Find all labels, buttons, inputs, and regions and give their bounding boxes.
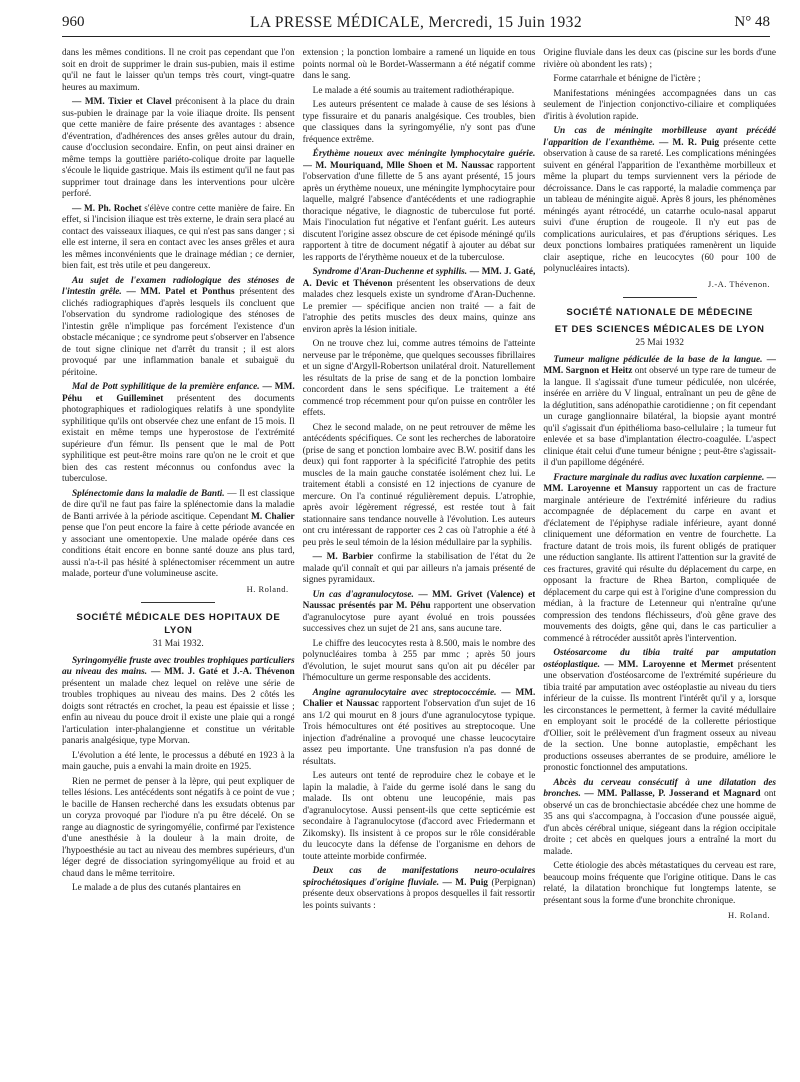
page-header <box>62 14 770 37</box>
paragraph <box>62 204 295 273</box>
author-names: — MM. Pallasse, P. Josserand et Magnard <box>580 789 761 799</box>
paragraph: Cette étiologie des abcès métastatiques du cerveau est rare, beaucoup moins fréquente que l'origine otitique. Dans le cas relaté, la dilatation bronchique fut longtemps latente, se présentant sous la forme d'une bronchite chronique. <box>543 861 777 906</box>
signature: H. Roland. <box>727 910 771 920</box>
paragraph-text: présentent une observation d'ostéosarcome de l'extrémité supérieure du tibia traité par amputation avec ostéoplastie au niveau du tiers inférieur de la cuisse. Ils montrent l'intérêt qu'il y a, lorsque les circonstances le permettent, à fermer la cavité médullaire en employant soit le procédé de la collerette périostique d'Ollier, soit le prélèvement d'un fragment osseux au niveau de la section. Une bonne autoplastie, empêchant les productions osseuses aberrantes de se produire, améliore le pronostic fonctionnel des amputations. <box>543 659 777 773</box>
paragraph-text: préconisent à la place du drain sus-pubien le drainage par la voie iliaque droite. Ils pensent que cette manière de faire présente des avantages : absence d'éventration, d'adhérences des anses grêles autour du drain, cause d'occlusion secondaire. Enfin, on peut ainsi drainer en même temps la gouttière pariéto-colique droite par laquelle s'écoule le liquide gastrique. Mais ils estiment qu'il ne faut pas supprimer tout drainage dans les interventions pour ulcère perforé. <box>62 97 295 199</box>
paragraph: dans les mêmes conditions. Il ne croit pas cependant que l'on soit en droit de supprimer le drain sus-pubien, mais il estime qu'il ne faut le laisser qu'un temps très court, vingt-quatre heures au maximum. <box>62 48 295 93</box>
report-paragraph <box>543 355 776 470</box>
paragraph: Le malade a de plus des cutanés plantaires en <box>72 883 241 893</box>
report-title: Un cas de méningite morbilleuse ayant précédé l'apparition de l'exanthème. <box>543 126 777 148</box>
paragraph-text: pense que l'on peut encore la faire à cette période avancée en y associant une omentopexie. Une malade opérée dans ces conditions était encore en bonne santé douze ans plus tard, aussi n'a-t-il pas hésité à splénectomiser récemment un autre malade, porteur d'une volumineuse ascite. <box>62 523 295 579</box>
report-paragraph <box>303 866 536 912</box>
paragraph-text: rapportent l'observation d'un sujet de 16 ans 1/2 qui mourut en 8 jours d'une agranulocytose typique. Trois hémocultures ont été positives au streptocoque. Une injection d'adrénaline a provoqué une chasse leucocytaire assez peu importante. Une transfusion n'a pas donné de résultats. <box>302 699 536 767</box>
paragraph-text: (Perpignan) présente deux observations à propos desquelles il fait ressortir les points suivants : <box>302 877 536 911</box>
report-paragraph <box>62 276 295 380</box>
report-title: Syndrome d'Aran-Duchenne et syphilis. <box>312 267 468 277</box>
section-heading: ET DES SCIENCES MÉDICALES DE LYON <box>554 324 765 335</box>
author-names: — MM. J. Gaté et J.-A. Thévenon <box>147 667 295 677</box>
column-2 <box>303 48 536 1068</box>
report-title: Un cas d'agranulocytose. <box>312 589 414 600</box>
report-paragraph <box>62 656 295 748</box>
report-paragraph <box>543 648 776 775</box>
report-paragraph <box>543 778 776 859</box>
report-title: Au sujet de l'examen radiologique des sténoses de l'intestin grêle. <box>62 275 295 297</box>
report-title: Abcès du cerveau consécutif à une dilatation des bronches. <box>543 777 777 799</box>
column-3 <box>543 48 776 1068</box>
report-paragraph <box>62 382 295 486</box>
paragraph: Les auteurs ont tenté de reproduire chez le cobaye et le lapin la maladie, à l'aide du germe isolé dans le sang du malade. Ils ont obtenu une leucopénie, mais pas d'agranulocytose. Aussi pensent-ils que cette septicémie est secondaire à l'agranulocytose (d'accord avec Friedermann et Zikomsky). Ils insistent à ce propos sur le rôle considérable du leucocyte dans la défense de l'organisme en dehors de toute atteinte morbide confirmée. <box>302 771 536 862</box>
paragraph: On ne trouve chez lui, comme autres témoins de l'atteinte nerveuse par le tréponème, que quelques secousses fibrillaires et un signe d'Argyll-Robertson unilatéral droit. Naturellement les résultats de la prise de sang et de la ponction lombaire concordent dans le sens spécifique. Le traitement a été commencé trop récemment pour qu'on puisse en contrôler les effets. <box>302 339 536 418</box>
report-paragraph <box>303 149 536 264</box>
issue-number: N° 48 <box>734 14 770 30</box>
paragraph-text: s'élève contre cette manière de faire. En effet, si l'incision iliaque est très externe, le drain sera placé au contact des vaisseaux iliaques, ce qui n'est pas sans danger ; si elle est interne, il sera en contact avec les anses grêles et aura les mêmes inconvénients que le drainage médian ; ce dernier, bien fait, est très utile et peu dangereux. <box>62 203 295 271</box>
section-heading: SOCIÉTÉ MÉDICALE DES HOPITAUX DE LYON <box>76 612 281 636</box>
paragraph-text: ont observé un type rare de tumeur de la langue. Il s'agissait d'une tumeur pédiculée, non ulcérée, insérée en arrière du V lingual, entraînant un peu de gêne de la déglutition, sans adénopathie carotidienne ; on fit cependant un curage ganglionnaire bilatéral, la biopsie ayant montré qu'il s'agissait d'un épithélioma baso-cellulaire ; la tumeur fut enlevée et sa base d'implantation électro-coagulée. L'aspect clinique était celui d'une tumeur bénigne ; peut-être s'agissait-il d'un papillome dégénéré. <box>543 366 777 468</box>
column-1 <box>62 48 295 1068</box>
paragraph: Forme catarrhale et bénigne de l'ictère ; <box>553 74 701 84</box>
paragraph: Les auteurs présentent ce malade à cause de ses lésions à type fissuraire et du panaris analgésique. Ces troubles, bien que classiques dans la syringomyélie, n'y sont pas d'une fréquence extrême. <box>302 100 536 145</box>
section-heading: SOCIÉTÉ NATIONALE DE MÉDECINE <box>566 307 754 318</box>
report-title: Ostéosarcome du tibia traité par amputation ostéoplastique. <box>543 648 777 670</box>
report-paragraph <box>543 473 776 646</box>
paragraph-text: rapportent l'observation d'une fillette de 5 ans ayant présenté, 15 jours après un érythème noueux, une méningite lymphocytaire pour laquelle, malgré l'absence d'antécédents et une radiographie thoracique négative, le diagnostic de tuberculose fut porté. Mais l'inoculation fut négative et l'enfant guérit. Les auteurs discutent l'origine assez obscure de cet épisode méningé qu'ils rapportent à titre de document négatif à ajouter au débat sur les rapports de l'érythème noueux et de la tuberculose. <box>302 160 536 263</box>
section-date: 25 Mai 1932 <box>635 338 684 348</box>
author-names: — MM. Chalier et Naussac <box>302 687 536 709</box>
paragraph-text: présente cette observation à cause de sa rareté. Les complications méningées suivent en général l'apparition de l'exanthème morbilleux et même la plupart du temps surviennent vers la période de décroissance. Dans le cas rapporté, la maladie commença par un tableau de méningite aiguë. Après 8 jours, les phénomènes méningés ayant rétrocédé, un catarrhe oculo-nasal apparut suivi d'une éruption de rougeole. Il n'y eut pas de complications auriculaires, et pas d'éruptions sériques. Les deux ponctions lombaires pratiquées ramenèrent un liquide clair aseptique, riche en leucocytes (60 pour 100 de polynucléaires intacts). <box>543 137 777 274</box>
paragraph-text: confirme la stabilisation de l'état du 2e malade qu'il connaît et qui par ailleurs n'a jamais présenté de signes pyramidaux. <box>302 552 536 585</box>
author-names: M. Chalier <box>251 511 295 522</box>
report-paragraph <box>303 688 536 769</box>
report-title: Mal de Pott syphilitique de la première enfance. <box>72 382 260 392</box>
paragraph: Origine fluviale dans les deux cas (piscine sur les bords d'une rivière où abondent les rats) ; <box>543 48 777 70</box>
report-title: Splénectomie dans la maladie de Banti. <box>72 488 225 499</box>
paragraph <box>303 552 536 587</box>
paragraph: extension ; la ponction lombaire a ramené un liquide en tous points normal où le Bordet-Wassermann a été négatif comme dans le sang. <box>302 48 536 81</box>
section-date: 31 Mai 1932. <box>152 639 204 649</box>
report-title: Angine agranulocytaire avec streptococcémie. <box>312 687 497 698</box>
paragraph-text: — Il est classique de dire qu'il ne faut pas faire la splénectomie dans la maladie de Banti arrivée à la période ascitique. Cependant <box>62 488 295 522</box>
report-paragraph <box>303 267 536 336</box>
paragraph: Le malade a été soumis au traitement radiothérapique. <box>312 85 515 96</box>
report-paragraph <box>543 126 776 276</box>
author-names: — MM. Laroyenne et Mermet <box>599 659 734 670</box>
divider <box>141 602 215 603</box>
paragraph-text: présentent un malade chez lequel on relève une série de troubles trophiques au niveau des mains. Des 2 côtés les doigts sont rétractés en crochet, la peau est épaissie et lisse ; enfin au niveau du pouce droit il existe une plaie qui a rongé l'articulation inter-phalangienne et constitue un véritable panaris analgésique, type Morvan. <box>62 678 295 746</box>
paragraph-text: présentent des clichés radiographiques d'après lesquels ils concluent que l'observation du syndrome radiologique des sténoses de l'intestin grêle n'implique pas forcément l'existence d'un obstacle mécanique ; ce syndrome peut s'observer en l'absence de tout signe clinique net d'arrêt du transit ; il est alors provoqué par une inflammation banale et subaiguë du péritoine. <box>62 287 295 378</box>
report-title: Érythème noueux avec méningite lymphocytaire guérie. <box>312 149 536 159</box>
paragraph <box>62 97 295 201</box>
report-title: Fracture marginale du radius avec luxation carpienne. <box>553 472 765 483</box>
paragraph-text: rapportent un cas de fracture marginale antérieure de l'extrémité inférieure du radius accompagnée de déplacement du carpe en avant et d'éclatement de l'épiphyse radiale inférieure, ayant donné cliniquement une déformation en ventre de fourchette. La fracture datant de trois mois, ils furent obligés de pratiquer une réduction sanglante. Ils attirent l'attention sur la gravité de ces fractures, gravité qui résulte du déplacement du carpe, en opposant la fracture de Rhea Barton, compliquée de déplacement du carpe qui est à l'origine d'une compression du médian, à la fracture de Letenneur qui n'entraîne qu'une compression des tendons fléchisseurs, d'où gêne grave des mouvements des doigts, gêne qui, dans le cas particulier a commencé à rétrocéder aussitôt après l'intervention. <box>543 484 777 644</box>
author-names: — M. Barbier <box>312 552 374 562</box>
paragraph-text: présentent des documents photographiques et radiologiques relatifs à une spondylite syphilitique qu'ils ont observée chez une enfant de 15 mois. Il existait en même temps une hyperostose de l'extrémité supérieure d'un fémur. Ils pensent que le mal de Pott syphilitique est peut-être moins rare qu'on ne le croit et que bien des cas restent méconnus ou confondus avec la tuberculose. <box>62 393 295 484</box>
paragraph: Chez le second malade, on ne peut retrouver de même les antécédents spécifiques. Ce sont les recherches de laboratoire (prise de sang et ponction lombaire avec B.W. positif dans les deux) qui font rapporter à la spécificité l'atrophie des petits muscles de la main gauche constatée isolément chez lui. Le traitement établi a consisté en 12 injections de cyanure de mercure. On l'a continué régulièrement depuis. L'atrophie, après avoir légèrement régressé, est restée tout à fait stationnaire sans tendance nouvelle à l'évolution. Les auteurs ont cru intéressant de rapporter ces 2 cas où l'atrophie a été à peu près le seul témoin de la lésion médullaire par la syphilis. <box>302 422 536 548</box>
paragraph: L'évolution a été lente, le processus a débuté en 1923 à la main gauche, puis a envahi la main droite en 1925. <box>62 750 295 772</box>
text-columns <box>62 48 776 1068</box>
journal-title: LA PRESSE MÉDICALE, Mercredi, 15 Juin 1932 <box>250 14 582 31</box>
paragraph: Rien ne permet de penser à la lèpre, qui peut expliquer de telles lésions. Les antécédents sont négatifs à ce point de vue ; le bacille de Hansen recherché dans les exsudats obtenus par un coryza provoqué par l'iodure n'a pu être décelé. On se range au diagnostic de syringomyélie, confirmé par l'existence d'une anesthésie à la douleur à la main droite, de l'hypoesthésie au tact au niveau des membres supérieurs, d'un léger degré de dissociation syringomyélique au froid et au chaud dans le même territoire. <box>62 776 295 879</box>
author-names: — MM. J. Gaté, A. Devic et Thévenon <box>302 267 536 289</box>
report-paragraph <box>303 590 536 636</box>
report-title: Tumeur maligne pédiculée de la base de la langue. <box>553 354 763 365</box>
paragraph: Le chiffre des leucocytes resta à 8.500, mais le nombre des polynucléaires tomba à 255 par mmc ; après 50 jours d'évolution, le sujet mourut sans qu'on ait pu décéler par l'hémoculture un germe responsable des accidents. <box>302 638 536 683</box>
divider <box>623 297 697 298</box>
page-number: 960 <box>62 14 85 30</box>
paragraph-text: ont observé un cas de bronchiectasie abcédée chez une homme de 35 ans qui s'accompagna, à l'occasion d'une poussée aiguë, d'un abcès cérébral unique, siégeant dans la région occipitale droite ; cet abcès en quelques jours a entraîné la mort du malade. <box>543 789 777 857</box>
signature: H. Roland. <box>246 583 289 594</box>
author-names: — MM. Patel et Ponthus <box>121 287 235 297</box>
author-names: — M. R. Puig <box>654 137 720 148</box>
signature: J.-A. Thévenon. <box>707 278 771 289</box>
report-title: Deux cas de manifestations neuro-oculaires spirochétosiques d'origine fluviale. <box>302 866 536 888</box>
report-paragraph <box>62 489 295 581</box>
author-names: — M. Ph. Rochet <box>72 203 142 214</box>
author-names: — M. Puig <box>439 877 488 888</box>
author-names: — MM. Sargnon et Heitz <box>543 354 777 376</box>
paragraph-text: rapportent une observation d'agranulocytose pure ayant évolué en trois poussées successives chez un sujet de 21 ans, sans aucune tare. <box>302 601 536 634</box>
author-names: — M. Mouriquand, Mlle Shoen et M. Naussac <box>302 160 494 171</box>
author-names: — MM. Laroyenne et Mansuy <box>543 472 777 494</box>
author-names: — MM. Grivet (Valence) et Naussac présentés par M. Péhu <box>302 589 536 611</box>
author-names: — MM. Péhu et Guilleminet <box>62 382 295 404</box>
paragraph: Manifestations méningées accompagnées dans un cas seulement de l'injection conjonctivo-ciliaire et compliquées d'iritis à évolution rapide. <box>543 88 777 122</box>
report-title: Syringomyélie fruste avec troubles trophiques particuliers au niveau des mains. <box>62 655 295 677</box>
author-names: — MM. Tixier et Clavel <box>72 97 172 107</box>
paragraph-text: présentent les observations de deux malades chez lesquels existe un syndrome d'Aran-Duchenne. Le premier — spécifique ancien non traité — a fait de l'atrophie des petits muscles des deux mains, quinze ans environ après la lésion initiale. <box>302 278 536 335</box>
